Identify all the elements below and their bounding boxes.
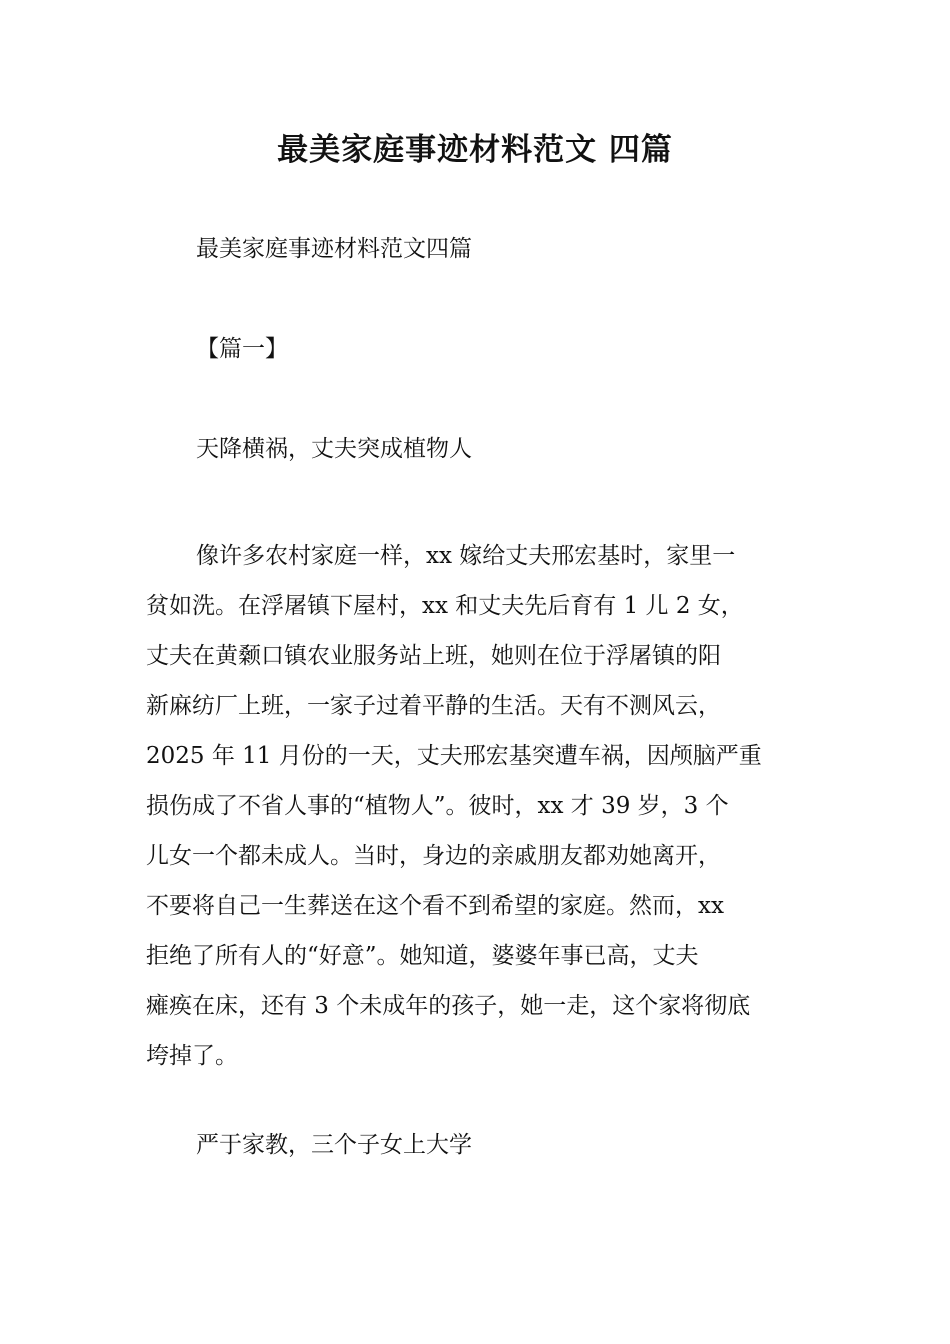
paragraph-line: 新麻纺厂上班，一家子过着平静的生活。天有不测风云， [146, 693, 721, 719]
paragraph-line: 2025 年 11 月份的一天，丈夫邢宏基突遭车祸，因颅脑严重 [146, 743, 762, 769]
document-subtitle: 最美家庭事迹材料范文四篇 [196, 236, 472, 262]
paragraph-line: 垮掉了。 [146, 1043, 238, 1069]
paragraph-line: 丈夫在黄颡口镇农业服务站上班，她则在位于浮屠镇的阳 [146, 643, 721, 669]
paragraph-line: 贫如洗。在浮屠镇下屋村，xx 和丈夫先后育有 1 儿 2 女， [146, 593, 744, 619]
paragraph-line: 损伤成了不省人事的“植物人”。彼时，xx 才 39 岁，3 个 [146, 793, 729, 819]
document-title: 最美家庭事迹材料范文 四篇 [277, 132, 673, 168]
paragraph-line: 儿女一个都未成人。当时，身边的亲戚朋友都劝她离开， [146, 843, 721, 869]
section-label: 【篇一】 [196, 336, 288, 362]
body-paragraph [146, 531, 810, 1081]
paragraph-line: 不要将自己一生葬送在这个看不到希望的家庭。然而，xx [146, 893, 724, 919]
paragraph-line: 拒绝了所有人的“好意”。她知道，婆婆年事已高，丈夫 [146, 943, 699, 969]
paragraph-line: 像许多农村家庭一样，xx 嫁给丈夫邢宏基时，家里一 [196, 543, 736, 569]
paragraph-line: 瘫痪在床，还有 3 个未成年的孩子，她一走，这个家将彻底 [146, 993, 751, 1019]
section-heading: 严于家教，三个子女上大学 [196, 1132, 472, 1158]
section-heading: 天降横祸，丈夫突成植物人 [196, 436, 472, 462]
